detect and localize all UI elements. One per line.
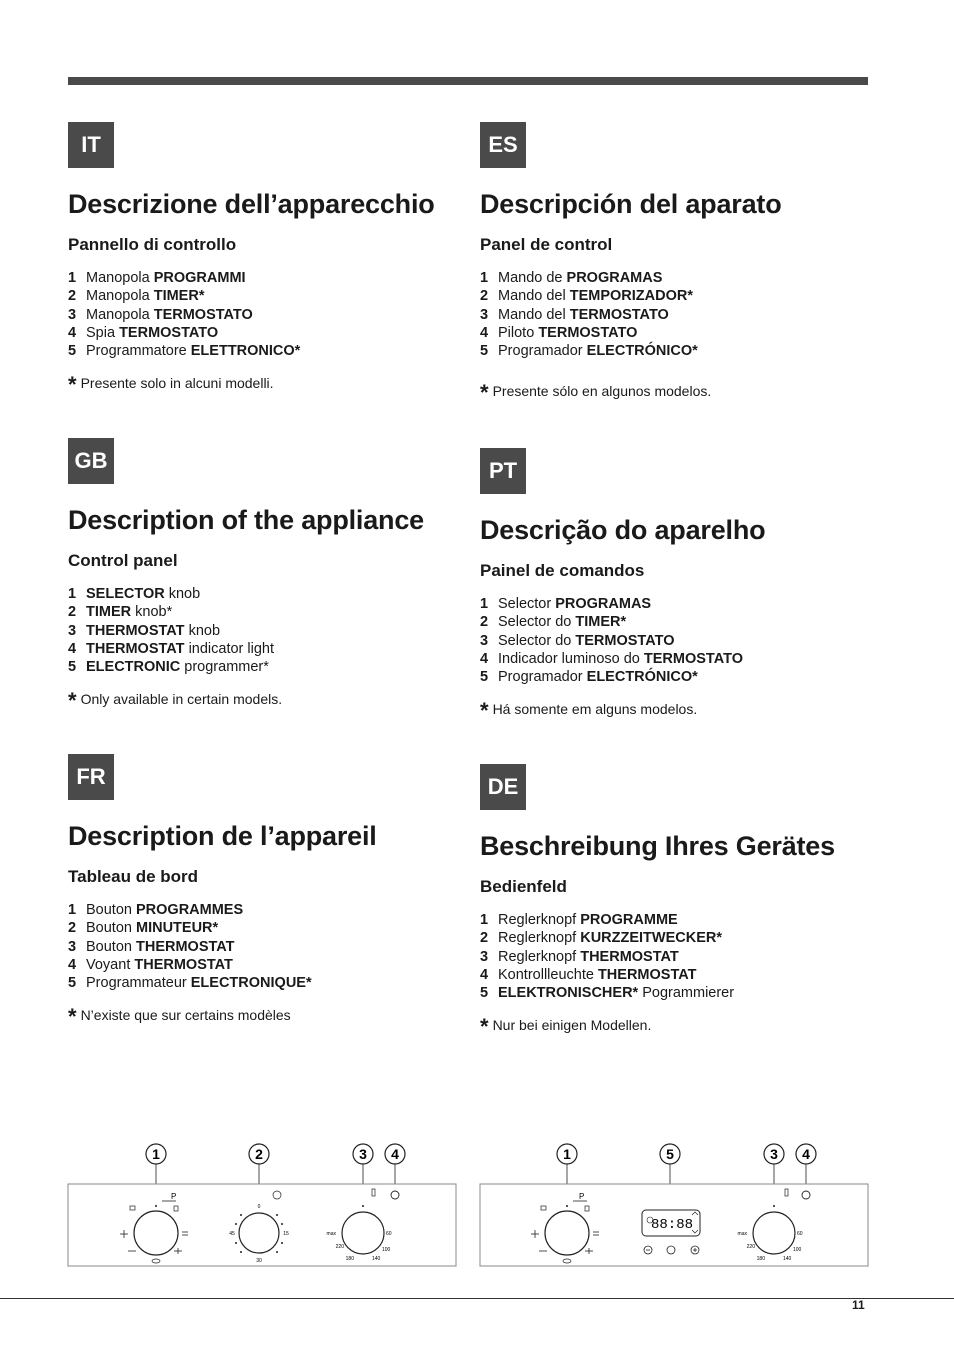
- footnote: * N’existe que sur certains modèles: [68, 1004, 291, 1030]
- language-badge: FR: [68, 754, 114, 800]
- section-subtitle: Bedienfeld: [480, 877, 567, 896]
- item-list: [68, 585, 468, 676]
- list-item: 1 SELECTOR knob: [68, 586, 201, 602]
- footnote: * Presente sólo en algunos modelos.: [480, 380, 712, 406]
- svg-text:4: 4: [391, 1146, 399, 1162]
- list-item: 3 Bouton THERMOSTAT: [68, 938, 235, 955]
- svg-text:3: 3: [770, 1146, 778, 1162]
- section-subtitle: Control panel: [68, 551, 178, 570]
- list-item: 1 Manopola PROGRAMMI: [68, 270, 246, 286]
- list-item: 3 Reglerknopf THERMOSTAT: [480, 948, 679, 965]
- list-item: 5 Programmatore ELETTRONICO*: [68, 343, 301, 360]
- svg-text:P: P: [171, 1192, 177, 1201]
- svg-text:max: max: [326, 1231, 336, 1237]
- section-subtitle: Tableau de bord: [68, 867, 199, 886]
- list-item: 5 ELECTRONIC programmer*: [68, 659, 269, 676]
- language-badge: DE: [480, 764, 526, 810]
- list-item: 3 THERMOSTAT knob: [68, 622, 221, 639]
- list-item: 4 Kontrollleuchte THERMOSTAT: [480, 966, 697, 983]
- section-it: [68, 122, 468, 398]
- svg-text:5: 5: [666, 1146, 674, 1162]
- list-item: 3 Selector do TERMOSTATO: [480, 632, 675, 649]
- list-item: 4 Spia TERMOSTATO: [68, 324, 219, 341]
- list-item: 2 Selector do TIMER*: [480, 614, 627, 631]
- section-title: Description of the appliance: [68, 505, 424, 535]
- section-subtitle: Pannello di controllo: [68, 235, 237, 254]
- svg-text:2: 2: [255, 1146, 263, 1162]
- list-item: 5 ELEKTRONISCHER* Pogrammierer: [480, 985, 735, 1002]
- svg-text:0: 0: [257, 1204, 261, 1210]
- section-title: Descripción del aparato: [480, 189, 782, 219]
- list-item: 1 Selector PROGRAMAS: [480, 596, 652, 612]
- section-de: [480, 764, 880, 1040]
- list-item: 5 Programmateur ELECTRONIQUE*: [68, 975, 312, 992]
- item-list: [68, 901, 468, 992]
- svg-text:220: 220: [746, 1244, 755, 1250]
- callout-4: [385, 1144, 405, 1190]
- svg-text:P: P: [579, 1192, 585, 1201]
- footnote: * Há somente em alguns modelos.: [480, 698, 698, 724]
- footnote: * Only available in certain models.: [68, 688, 283, 714]
- thermostat-indicator-light: [391, 1191, 399, 1199]
- section-title: Descrizione dell’apparecchio: [68, 189, 435, 219]
- item-list: [480, 595, 880, 686]
- section-gb: [68, 438, 468, 714]
- section-fr: [68, 754, 468, 1030]
- footnote: * Nur bei einigen Modellen.: [480, 1014, 652, 1040]
- svg-text:180: 180: [756, 1256, 765, 1262]
- list-item: 3 Mando del TERMOSTATO: [480, 306, 669, 323]
- svg-text:60: 60: [386, 1231, 392, 1237]
- control-panel-diagram-left: [66, 1140, 458, 1270]
- item-list: [68, 269, 468, 360]
- list-item: 3 Manopola TERMOSTATO: [68, 306, 253, 323]
- svg-text:220: 220: [335, 1244, 344, 1250]
- thermostat-indicator-light: [802, 1191, 810, 1199]
- svg-text:60: 60: [797, 1231, 803, 1237]
- list-item: 1 Mando de PROGRAMAS: [480, 270, 663, 286]
- section-es: [480, 122, 880, 406]
- list-item: 2 Reglerknopf KURZZEITWECKER*: [480, 930, 722, 947]
- language-badge: ES: [480, 122, 526, 168]
- callout-4: [796, 1144, 816, 1190]
- section-subtitle: Painel de comandos: [480, 561, 645, 580]
- section-pt: [480, 448, 880, 724]
- svg-text:100: 100: [793, 1247, 802, 1253]
- svg-text:1: 1: [563, 1146, 571, 1162]
- top-rule: [68, 77, 868, 85]
- page-number: 11: [852, 1298, 865, 1312]
- bottom-rule: [0, 1298, 954, 1299]
- list-item: 2 TIMER knob*: [68, 604, 173, 621]
- list-item: 5 Programador ELECTRÓNICO*: [480, 343, 698, 360]
- footnote: * Presente solo in alcuni modelli.: [68, 372, 274, 398]
- section-title: Description de l’appareil: [68, 821, 377, 851]
- item-list: [480, 269, 880, 360]
- svg-text:4: 4: [802, 1146, 810, 1162]
- list-item: 1 Bouton PROGRAMMES: [68, 902, 244, 918]
- section-subtitle: Panel de control: [480, 235, 613, 254]
- list-item: 1 Reglerknopf PROGRAMME: [480, 912, 678, 928]
- svg-text:100: 100: [382, 1247, 391, 1253]
- list-item: 4 Voyant THERMOSTAT: [68, 956, 233, 973]
- list-item: 2 Manopola TIMER*: [68, 288, 205, 305]
- svg-text:88:88: 88:88: [650, 1217, 694, 1233]
- section-title: Beschreibung Ihres Gerätes: [480, 831, 835, 861]
- svg-text:1: 1: [152, 1146, 160, 1162]
- svg-text:140: 140: [783, 1256, 792, 1262]
- list-item: 4 Indicador luminoso do TERMOSTATO: [480, 650, 743, 667]
- svg-text:140: 140: [372, 1256, 381, 1262]
- list-item: 4 THERMOSTAT indicator light: [68, 640, 275, 657]
- section-title: Descrição do aparelho: [480, 515, 766, 545]
- svg-text:15: 15: [283, 1231, 289, 1237]
- svg-text:30: 30: [256, 1258, 262, 1264]
- svg-text:max: max: [737, 1231, 747, 1237]
- svg-text:45: 45: [229, 1231, 235, 1237]
- list-item: 2 Mando del TEMPORIZADOR*: [480, 288, 693, 305]
- language-badge: IT: [68, 122, 114, 168]
- language-badge: PT: [480, 448, 526, 494]
- svg-text:3: 3: [359, 1146, 367, 1162]
- svg-text:180: 180: [345, 1256, 354, 1262]
- control-panel-diagram-right: [478, 1140, 870, 1270]
- list-item: 2 Bouton MINUTEUR*: [68, 920, 219, 937]
- list-item: 4 Piloto TERMOSTATO: [480, 324, 638, 341]
- list-item: 5 Programador ELECTRÓNICO*: [480, 669, 698, 686]
- item-list: [480, 911, 880, 1002]
- language-badge: GB: [68, 438, 114, 484]
